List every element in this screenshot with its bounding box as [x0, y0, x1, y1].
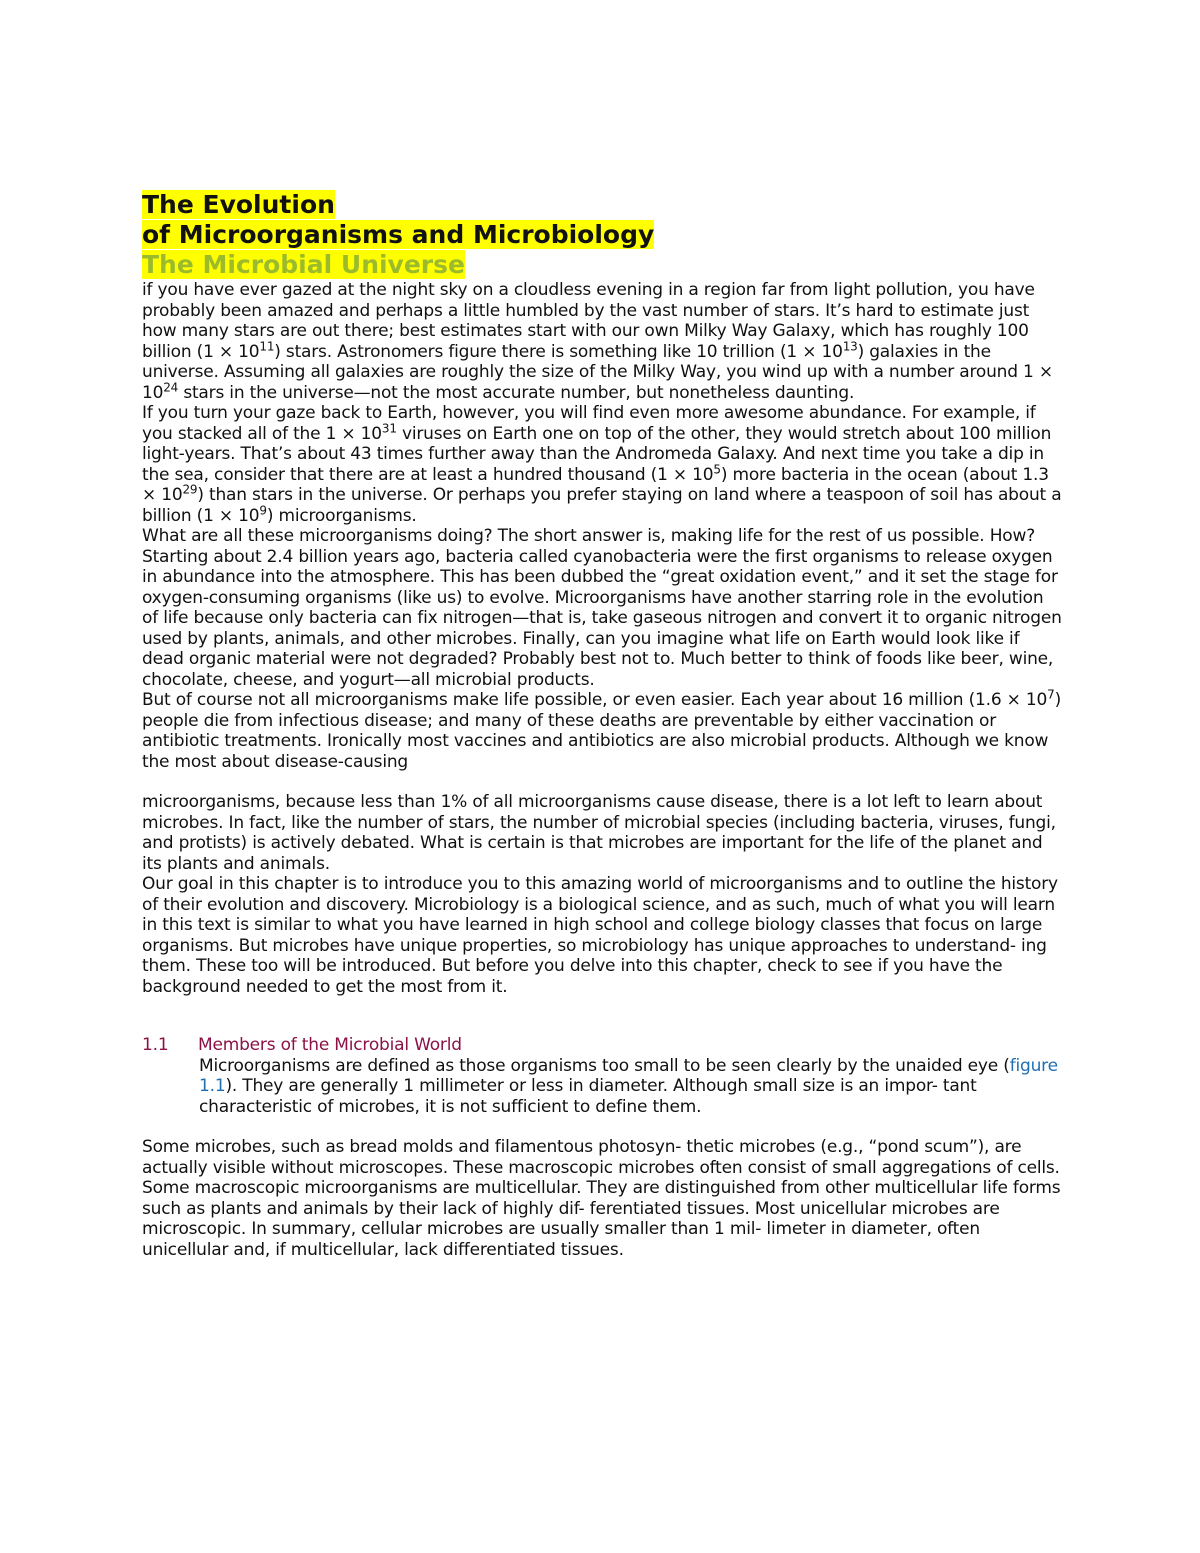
- spacer: [142, 1117, 1062, 1137]
- text-run: ) people die from infectious disease; and many of these deaths are preventable by either vaccination or antibiotic treatments. Ironically most vaccines and antibiotics are also microbial products. Although we know the most about disease-causing: [142, 690, 1062, 772]
- text-run: ) galaxies in the universe. Assuming all galaxies are roughly the size of the Milky Way, you wind up with a number around 1 × 10: [142, 341, 1053, 403]
- text-run: ) than stars in the universe. Or perhaps you prefer staying on land where a teaspoon of soil has about a billion (1 × 10: [142, 485, 1062, 526]
- exponent: 7: [1047, 687, 1055, 702]
- spacer: [142, 997, 1062, 1035]
- paragraph-definition: [142, 1056, 1062, 1118]
- exponent: 13: [842, 338, 858, 353]
- chapter-title: [142, 190, 1062, 250]
- figure-link[interactable]: figure 1.1: [199, 1055, 1058, 1096]
- subtitle-text: The Microbial Universe: [142, 250, 465, 279]
- paragraph-disease: [142, 687, 1062, 772]
- document-body: [142, 190, 1062, 1260]
- text-run: Microorganisms are defined as those organisms too small to be seen clearly by the unaided eye (: [199, 1055, 1010, 1076]
- paragraph-earth-abundance: [142, 403, 1062, 526]
- text-run: ) more bacteria in the ocean (about 1.3 × 10: [142, 464, 1049, 505]
- text-run: stars in the universe—not the most accurate number, but nonetheless daunting.: [178, 382, 855, 403]
- section-heading: [142, 1035, 1062, 1056]
- text-run: ) microorganisms.: [266, 505, 417, 526]
- title-line-2: of Microorganisms and Microbiology: [142, 220, 655, 249]
- paragraph-stars: [142, 280, 1062, 403]
- paragraph-macroscopic: Some microbes, such as bread molds and filamentous photosyn- thetic microbes (e.g., “pond scum”), are actually visible without microscopes. These macroscopic microbes often consist of small aggregations of cells. Some macroscopic microorganisms are multicellular. They are distinguished from other multicellular life forms such as plants and animals by their lack of highly dif- ferentiated tissues. Most unicellular microbes are microscopic. In summary, cellular microbes are usually smaller than 1 mil- limeter in diameter, often unicellular and, if multicellular, lack differentiated tissues.: [142, 1137, 1061, 1260]
- text-run: viruses on Earth one on top of the other, they would stretch about 100 million light-years. That’s about 43 times further away than the Andromeda Galaxy. And next time you take a dip in the sea, consider that there are at least a hundred thousand (1 × 10: [142, 423, 1052, 485]
- title-line-1: The Evolution: [142, 190, 335, 219]
- paragraph-microbe-roles: What are all these microorganisms doing? The short answer is, making life for the rest of us possible. How? Starting about 2.4 billion years ago, bacteria called cyanobacteria were the first organisms to release oxygen in abundance into the atmosphere. This has been dubbed the “great oxidation event,” and it set the stage for oxygen-consuming organisms (like us) to evolve. Microorganisms have another starring role in the evolution of life because only bacteria can fix nitrogen—that is, take gaseous nitrogen and convert it to organic nitrogen used by plants, animals, and other microbes. Finally, can you imagine what life on Earth would look like if dead organic material were not degraded? Probably best not to. Much better to think of foods like beer, wine, chocolate, cheese, and yogurt—all microbial products.: [142, 526, 1062, 690]
- text-run: if you have ever gazed at the night sky on a cloudless evening in a region far from light pollution, you have probably been amazed and perhaps a little humbled by the vast number of stars. It’s hard to estimate just how many stars are out there; best estimates start with our own Milky Way Galaxy, which has roughly 100 billion (1 × 10: [142, 280, 1035, 362]
- spacer: [142, 772, 1062, 792]
- paragraph-chapter-goal: Our goal in this chapter is to introduce you to this amazing world of microorganisms and to outline the history of their evolution and discovery. Microbiology is a biological science, and as such, much of what you will learn in this text is similar to what you have learned in high school and college biology classes that focus on large organisms. But microbes have unique properties, so microbiology has unique approaches to understand- ing them. These too will be introduced. But before you delve into this chapter, check to see if you have the background needed to get the most from it.: [142, 874, 1058, 997]
- text-run: But of course not all microorganisms make life possible, or even easier. Each year about 16 million (1.6 × 10: [142, 690, 1048, 710]
- exponent: 31: [381, 420, 397, 435]
- exponent: 11: [259, 338, 275, 353]
- exponent: 5: [713, 461, 721, 476]
- section-title: Members of the Microbial World: [198, 1035, 462, 1055]
- exponent: 24: [163, 379, 179, 394]
- paragraph-learn-more: microorganisms, because less than 1% of all microorganisms cause disease, there is a lot left to learn about microbes. In fact, like the number of stars, the number of microbial species (including bacteria, viruses, fungi, and protists) is actively debated. What is certain is that microbes are important for the life of the planet and its plants and animals.: [142, 792, 1056, 874]
- text-run: If you turn your gaze back to Earth, however, you will find even more awesome abundance. For example, if you stacked all of the 1 × 10: [142, 403, 1036, 444]
- exponent: 29: [182, 482, 198, 497]
- text-run: ). They are generally 1 millimeter or less in diameter. Although small size is an impor- tant characteristic of microbes, it is not sufficient to define them.: [199, 1076, 977, 1117]
- exponent: 9: [259, 502, 267, 517]
- text-run: ) stars. Astronomers figure there is something like 10 trillion (1 × 10: [274, 341, 843, 362]
- section-number: 1.1: [142, 1035, 169, 1055]
- section-subtitle: [142, 250, 1062, 280]
